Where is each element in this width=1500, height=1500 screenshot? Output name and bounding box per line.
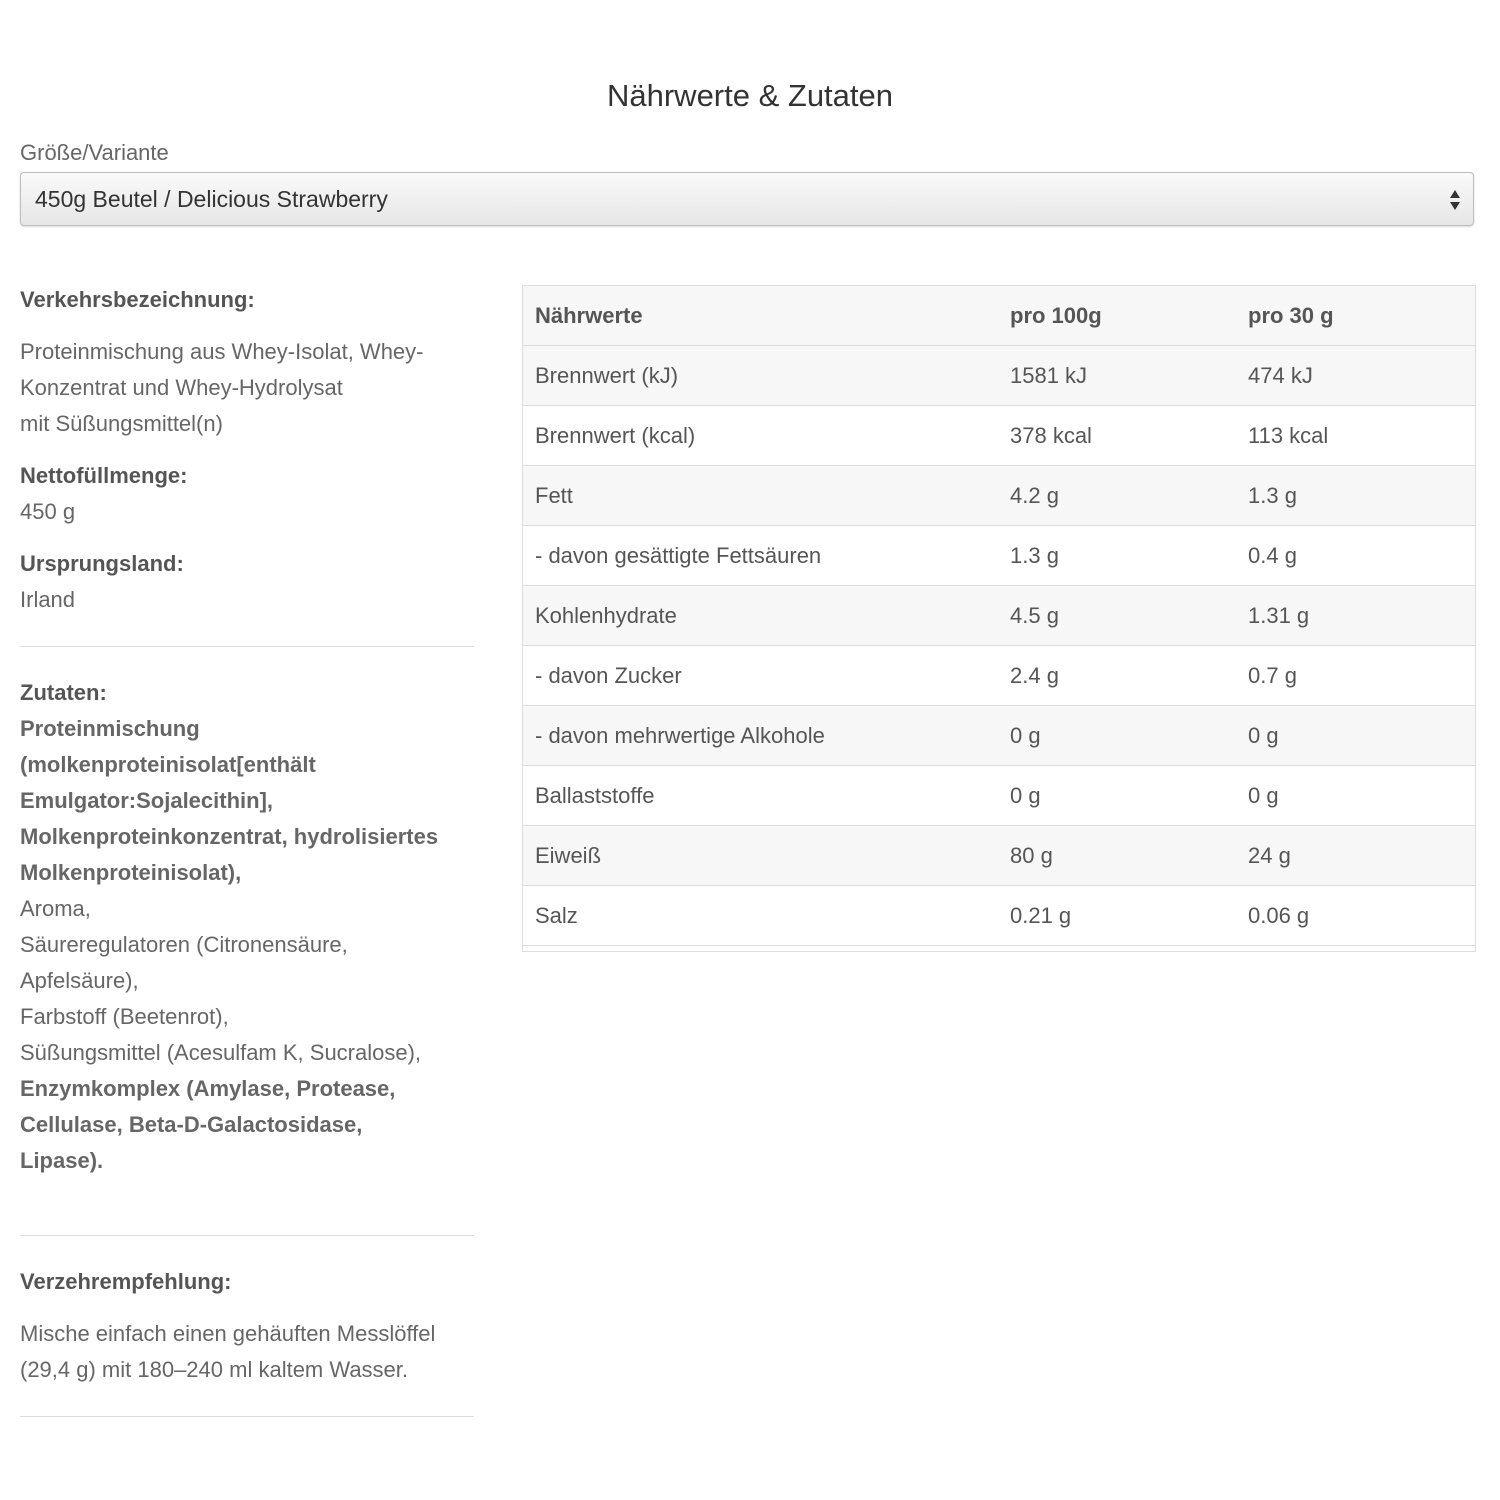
ingredient-line: Aroma,	[20, 896, 91, 921]
value-per-30g: 0.4 g	[1235, 526, 1476, 586]
nutrient-name: Brennwert (kJ)	[522, 346, 997, 406]
header-nutrient: Nährwerte	[522, 286, 997, 346]
value-per-30g: 113 kcal	[1235, 406, 1476, 466]
table-row	[522, 706, 1476, 766]
table-row	[522, 826, 1476, 886]
value-per-100g: 80 g	[997, 826, 1235, 886]
value-per-30g: 474 kJ	[1235, 346, 1476, 406]
table-row	[522, 526, 1476, 586]
ingredient-line: Apfelsäure),	[20, 968, 139, 993]
select-arrows-icon	[1449, 187, 1461, 213]
value-per-100g: 4.2 g	[997, 466, 1235, 526]
ingredient-line: Emulgator:Sojalecithin],	[20, 788, 274, 813]
value-per-30g: 24 g	[1235, 826, 1476, 886]
designation-line: Proteinmischung aus Whey-Isolat, Whey-	[20, 339, 424, 364]
ingredient-line: Enzymkomplex (Amylase, Protease,	[20, 1076, 396, 1101]
page-title: Nährwerte & Zutaten	[606, 78, 894, 113]
recommendation-text	[20, 1316, 474, 1388]
ingredient-line: Farbstoff (Beetenrot),	[20, 1004, 229, 1029]
designation-label: Verkehrsbezeichnung:	[20, 287, 255, 312]
nutrient-name: - davon Zucker	[522, 646, 997, 706]
nutrition-table	[522, 285, 1476, 946]
nutrient-name: - davon mehrwertige Alkohole	[522, 706, 997, 766]
value-per-30g: 1.31 g	[1235, 586, 1476, 646]
nutrient-name: - davon gesättigte Fettsäuren	[522, 526, 997, 586]
designation-text	[20, 334, 474, 442]
table-row	[522, 346, 1476, 406]
header-per-30g: pro 30 g	[1235, 286, 1476, 346]
value-per-30g: 0.06 g	[1235, 886, 1476, 946]
value-per-100g: 4.5 g	[997, 586, 1235, 646]
header-per-100g: pro 100g	[997, 286, 1235, 346]
value-per-100g: 378 kcal	[997, 406, 1235, 466]
value-per-100g: 1.3 g	[997, 526, 1235, 586]
origin-label: Ursprungsland:	[20, 551, 184, 576]
nutrient-name: Ballaststoffe	[522, 766, 997, 826]
table-row	[522, 586, 1476, 646]
nutrition-header-row	[522, 286, 1476, 346]
ingredient-line: Süßungsmittel (Acesulfam K, Sucralose),	[20, 1040, 422, 1065]
product-info-column	[20, 282, 474, 1417]
value-per-100g: 0 g	[997, 766, 1235, 826]
ingredient-line: Proteinmischung	[20, 716, 200, 741]
value-per-30g: 1.3 g	[1235, 466, 1476, 526]
value-per-30g: 0 g	[1235, 706, 1476, 766]
nutrient-name: Salz	[522, 886, 997, 946]
table-row	[522, 766, 1476, 826]
table-row	[522, 646, 1476, 706]
ingredient-line: (molkenproteinisolat[enthält	[20, 752, 316, 777]
table-row	[522, 466, 1476, 526]
recommendation-label: Verzehrempfehlung:	[20, 1269, 232, 1294]
ingredient-line: Cellulase, Beta-D-Galactosidase,	[20, 1112, 363, 1137]
origin-value: Irland	[20, 587, 76, 612]
value-per-100g: 2.4 g	[997, 646, 1235, 706]
nutrient-name: Kohlenhydrate	[522, 586, 997, 646]
designation-line: mit Süßungsmittel(n)	[20, 411, 223, 436]
nutrient-name: Fett	[522, 466, 997, 526]
ingredient-line: Lipase).	[20, 1148, 104, 1173]
ingredient-line: Molkenproteinisolat),	[20, 860, 242, 885]
variant-select[interactable]	[20, 172, 1474, 226]
value-per-100g: 0 g	[997, 706, 1235, 766]
table-row	[522, 406, 1476, 466]
value-per-100g: 0.21 g	[997, 886, 1235, 946]
ingredient-line: Säureregulatoren (Citronensäure,	[20, 932, 348, 957]
value-per-30g: 0 g	[1235, 766, 1476, 826]
recommendation-line: Mische einfach einen gehäuften Messlöffel	[20, 1321, 436, 1346]
ingredients-label: Zutaten:	[20, 680, 107, 705]
ingredient-line: Molkenproteinkonzentrat, hydrolisiertes	[20, 824, 439, 849]
nutrient-name: Eiweiß	[522, 826, 997, 886]
variant-label: Größe/Variante	[20, 140, 169, 165]
value-per-100g: 1581 kJ	[997, 346, 1235, 406]
net-quantity-label: Nettofüllmenge:	[20, 463, 188, 488]
nutrient-name: Brennwert (kcal)	[522, 406, 997, 466]
ingredients-list	[20, 711, 474, 1179]
recommendation-line: (29,4 g) mit 180–240 ml kaltem Wasser.	[20, 1357, 409, 1382]
net-quantity-value: 450 g	[20, 499, 76, 524]
designation-line: Konzentrat und Whey-Hydrolysat	[20, 375, 343, 400]
value-per-30g: 0.7 g	[1235, 646, 1476, 706]
divider	[20, 1416, 474, 1417]
table-row	[522, 886, 1476, 946]
variant-selected-value: 450g Beutel / Delicious Strawberry	[35, 186, 388, 212]
